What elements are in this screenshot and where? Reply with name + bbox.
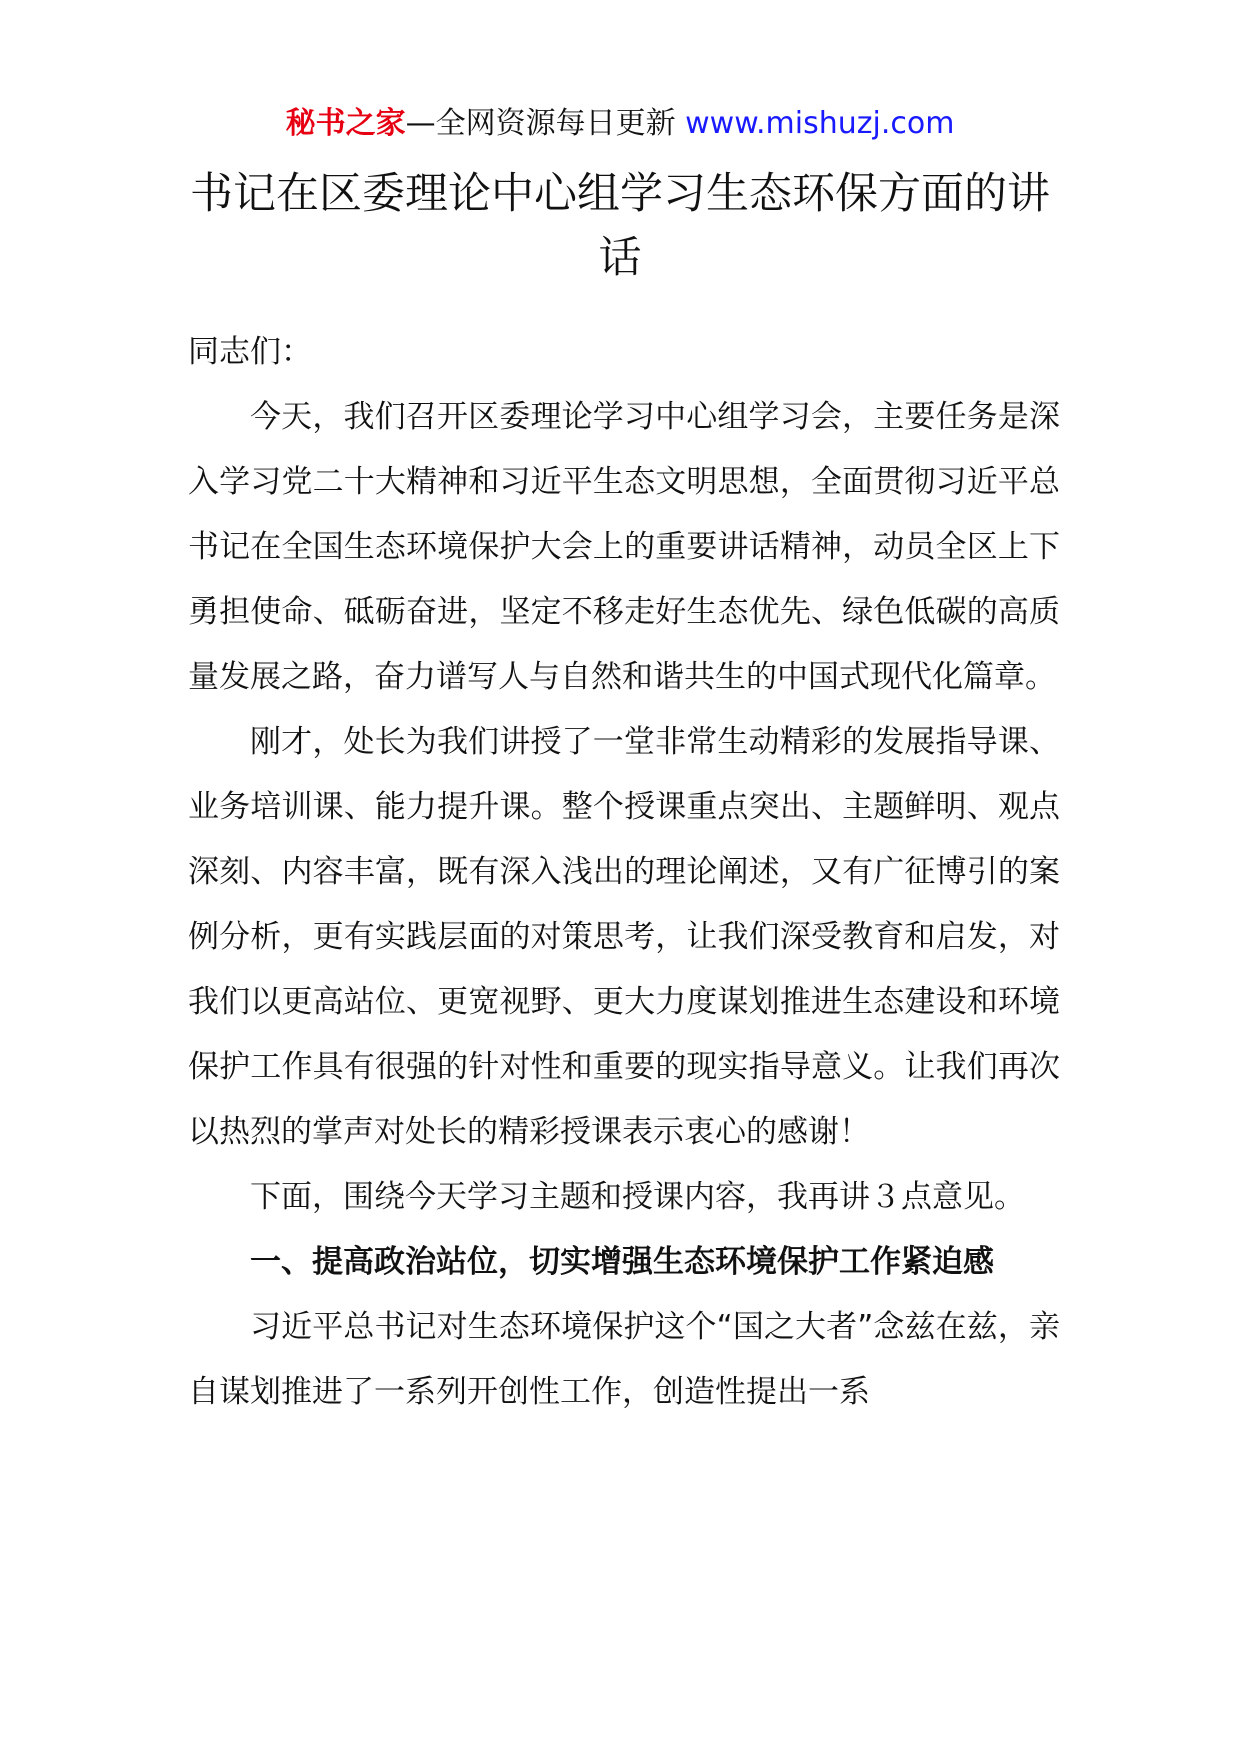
paragraph-thanks: 刚才，处长为我们讲授了一堂非常生动精彩的发展指导课、业务培训课、能力提升课。整个授课重点突出、主题鲜明、观点深刻、内容丰富，既有深入浅出的理论阐述，又有广征博引的案例分析，更有实践层面的对策思考，让我们深受教育和启发，对我们以更高站位、更宽视野、更大力度谋划推进生态建设和环境保护工作具有很强的针对性和重要的现实指导意义。让我们再次以热烈的掌声对处长的精彩授课表示衷心的感谢！	[188, 724, 1060, 1150]
document-title: 书记在区委理论中心组学习生态环保方面的讲话	[190, 169, 1050, 283]
site-url-link[interactable]: www.mishuzj.com	[685, 106, 955, 141]
header-slogan: —全网资源每日更新	[405, 106, 686, 141]
section-heading-1: 一、提高政治站位，切实增强生态环境保护工作紧迫感	[250, 1244, 994, 1280]
paragraph-transition: 下面，围绕今天学习主题和授课内容，我再讲３点意见。	[250, 1179, 1025, 1215]
salutation: 同志们：	[188, 334, 312, 370]
brand-name: 秘书之家	[285, 106, 406, 141]
paragraph-intro: 今天，我们召开区委理论学习中心组学习会，主要任务是深入学习党二十大精神和习近平生态文明思想，全面贯彻习近平总书记在全国生态环境保护大会上的重要讲话精神，动员全区上下勇担使命、砥砺奋进，坚定不移走好生态优先、绿色低碳的高质量发展之路，奋力谱写人与自然和谐共生的中国式现代化篇章。	[188, 399, 1060, 695]
paragraph-section-1: 习近平总书记对生态环境保护这个“国之大者”念兹在兹，亲自谋划推进了一系列开创性工作，创造性提出一系	[188, 1309, 1060, 1410]
site-header	[0, 104, 1240, 144]
document-body	[188, 320, 1060, 1425]
